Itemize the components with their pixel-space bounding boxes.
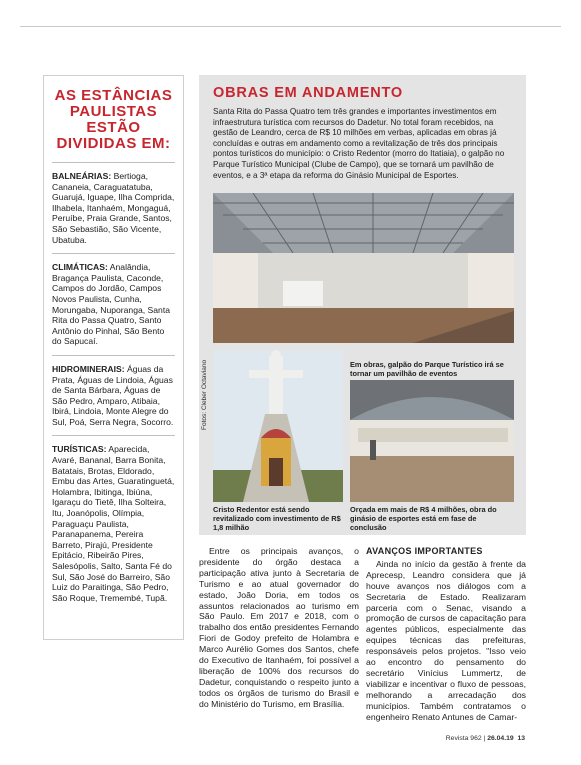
sidebar-section-hidrominerais <box>52 355 175 428</box>
warehouse-photo <box>213 193 514 343</box>
ginasio-photo <box>350 380 514 502</box>
section-head: TURÍSTICAS: <box>52 444 107 455</box>
photo-credit: Fotos: Cleber Octaviano <box>201 359 208 430</box>
ginasio-caption: Orçada em mais de R$ 4 milhões, obra do ginásio de esportes está em fase de conclusão <box>350 505 497 532</box>
section-text: Bertioga, Cananeia, Caraguatatuba, Guarujá, Iguape, Ilha Comprida, Ilhabela, Itanhaém, Mongaguá, Peruíbe, Praia Grande, Santos, São Sebastião, São Vicente, Ubatuba. <box>52 171 175 245</box>
sidebar-section-climaticas <box>52 253 175 347</box>
subheading: AVANÇOS IMPORTANTES <box>366 546 483 556</box>
obras-box <box>199 75 526 535</box>
obras-title: OBRAS EM ANDAMENTO <box>213 85 404 101</box>
sidebar-box <box>43 75 184 640</box>
cristo-caption: Cristo Redentor está sendo revitalizado com investimento de R$ 1,8 milhão <box>213 505 341 532</box>
section-text: Águas da Prata, Águas de Lindoia, Águas de Santa Bárbara, Águas de São Pedro, Amparo, Atibaia, Ibirá, Lindoia, Monte Alegre do Sul, Poá, Serra Negra, Socorro. <box>52 363 174 427</box>
magazine-issue: Revista 962 | <box>445 735 486 742</box>
section-head: BALNEÁRIAS: <box>52 171 112 181</box>
article-column-2 <box>366 546 526 723</box>
column-2-body: Ainda no início da gestão à frente da Aprecesp, Leandro considera que já houve avanços nos diálogos com a Secretaria de Estado. Realizaram parceria com o Senac, visando a promoção de cursos de capacitação para agentes públicos, especialmente das equipes técnicas das prefeituras, responsáveis pelos projetos. "Isso veio ao encontro do pensamento do secretário Vinícius Lummertz, de viabilizar e incentivar o fluxo de pessoas, melhorando a arrecadação dos municípios. Também contratamos o engenheiro Renato Antunes de Camar- <box>366 558 526 722</box>
page-footer <box>446 735 525 742</box>
top-rule <box>20 26 561 27</box>
warehouse-illustration <box>213 193 514 343</box>
cristo-illustration <box>213 350 343 502</box>
section-head: CLIMÁTICAS: <box>52 262 108 273</box>
issue-date: 26.04.19 <box>487 735 514 742</box>
page-number: 13 <box>517 735 525 742</box>
section-head: HIDROMINERAIS: <box>52 363 125 374</box>
sidebar-title: AS ESTÂNCIAS PAULISTAS ESTÃO DIVIDIDAS EM: <box>54 87 173 152</box>
cristo-photo <box>213 350 343 502</box>
article-column-1: Entre os principais avanços, o presidente do órgão destaca a participação ativa junto à Secretaria de Turismo e ao atual governador do estado, João Doria, em todos os assuntos relacionados ao turismo em São Paulo. Em 2017 e 2018, com o trabalho dos então presidentes Fernando Fiori de Godoy prefeito de Holambra e Marco Aurélio Gomes dos Santos, chefe do Executivo de Itanhaém, foi possível a liberação de 100% dos recursos do Dadetur, conquistando o respeito junto a todos os órgãos de turismo do Brasil e do Ministério do Turismo, em Brasília. <box>199 546 359 709</box>
ginasio-illustration <box>350 380 514 502</box>
obras-intro: Santa Rita do Passa Quatro tem três grandes e importantes investimentos em infraestrutura turística com recursos do Dadetur. No total foram recebidos, na gestão de Leandro, cerca de R$ 10 milhões em verbas, aplicadas em obras já concluídas e outras em andamento como a revitalização de três dos principais pontos turísticos do município: o Cristo Redentor (morro do Itatiaia), o galpão no Parque Turístico Municipal (Clube de Campo), que se tornará um pavilhão de eventos, e a 3ª etapa da reforma do Ginásio Municipal de Esportes. <box>213 107 505 180</box>
section-text: Analândia, Bragança Paulista, Caconde, Campos do Jordão, Campos Novos Paulista, Cunha, Morungaba, Nuporanga, Santa Rita do Passa Quatro, Santo Antônio do Pinhal, São Bento do Sapucaí. <box>52 262 171 347</box>
sidebar-section-balnearias <box>52 162 175 245</box>
sidebar-section-turisticas <box>52 435 175 603</box>
section-text: Aparecida, Avaré, Bananal, Barra Bonita, Batatais, Brotas, Eldorado, Embu das Artes, Guaratinguetá, Holambra, Ibitinga, Ibiúna, Igaraçu do Tietê, Ilha Solteira, Itu, Joanópolis, Olímpia, Paraguaçu Paulista, Paranapanema, Pereira Barreto, Pirajú, Presidente Epitácio, Ribeirão Pires, Salesópolis, Salto, Santa Fé do Sul, São José do Barreiro, São Luiz do Paraitinga, São Pedro, São Roque, Tremembé, Tupã. <box>52 444 175 603</box>
warehouse-caption: Em obras, galpão do Parque Turístico irá se tornar um pavilhão de eventos <box>350 360 504 378</box>
